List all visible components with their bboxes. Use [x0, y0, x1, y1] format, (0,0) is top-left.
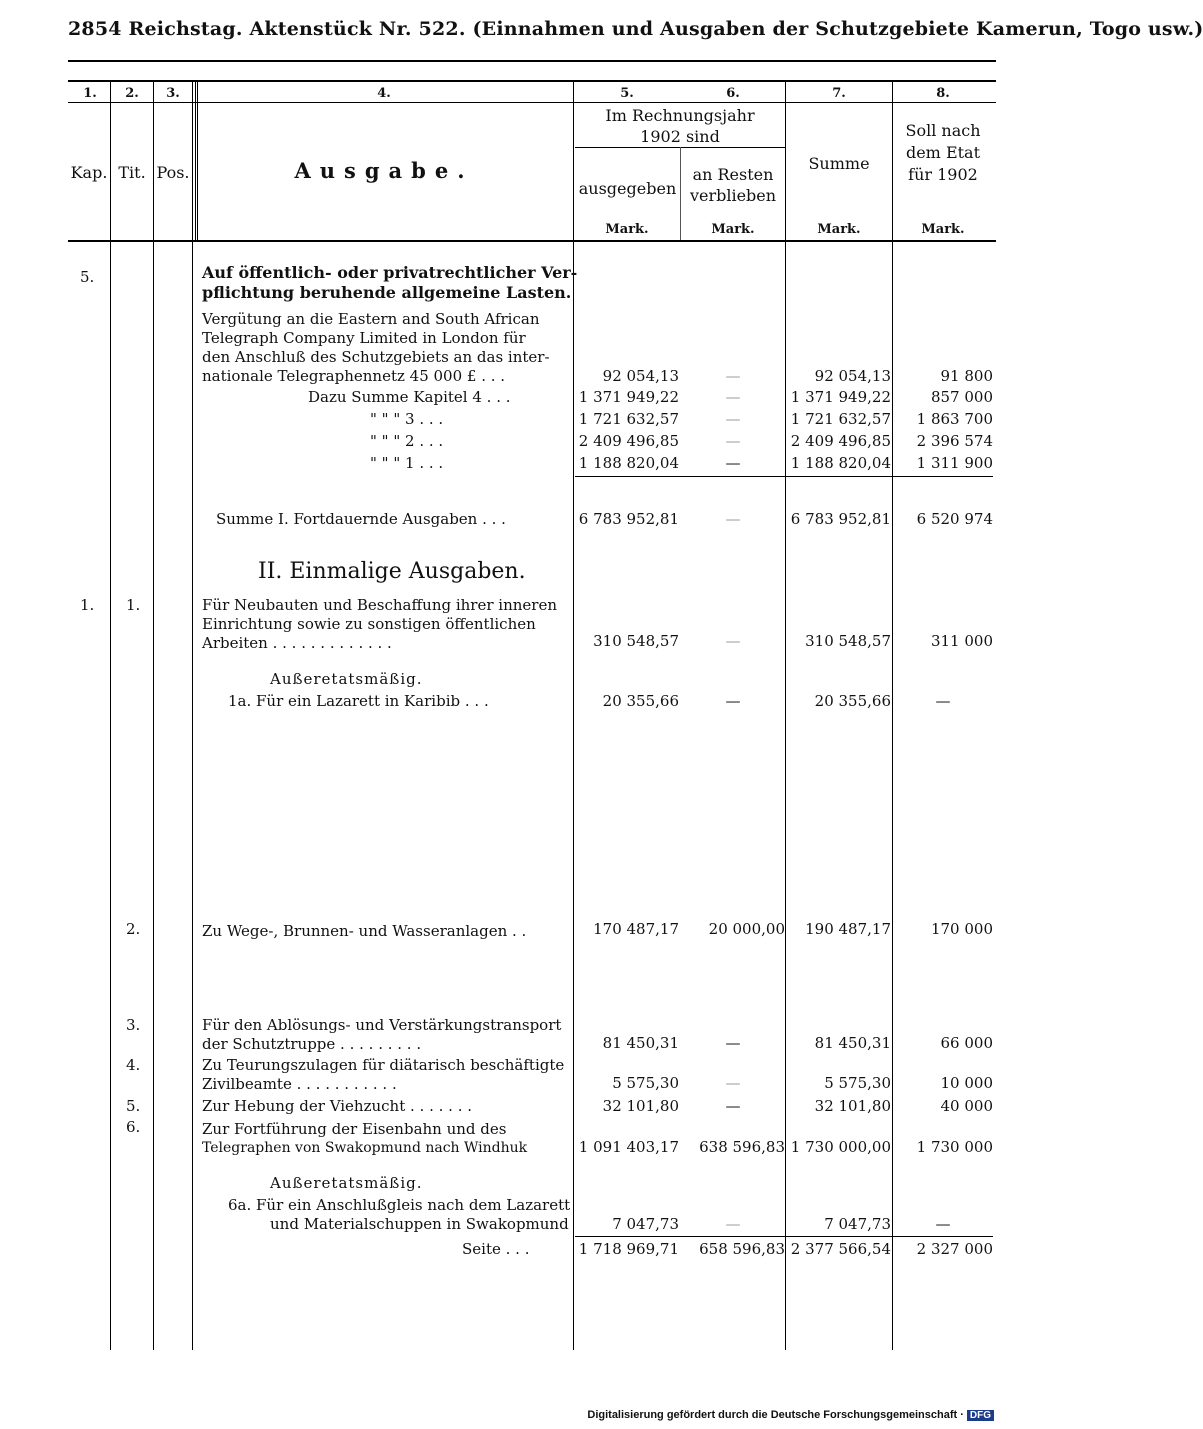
item-1a-c7: 20 355,66	[814, 692, 891, 710]
section-5-kap: 5.	[80, 268, 95, 286]
dazu-1-c8: 1 311 900	[916, 454, 993, 472]
dazu-2-c6: —	[725, 432, 741, 450]
dazu-2-label: " " " 2 . . .	[370, 432, 444, 450]
header-bottom-rule	[68, 240, 996, 242]
dazu-4-c6: —	[725, 388, 741, 406]
section-5-main-c5: 92 054,13	[602, 367, 679, 385]
digitization-footer	[587, 1409, 994, 1421]
item-3-line-1: Für den Ablösungs- und Verstärkungstransport	[202, 1016, 562, 1034]
dazu-4-label: Dazu Summe Kapitel 4 . . .	[308, 388, 511, 406]
item-6-c5: 1 091 403,17	[578, 1138, 679, 1156]
item-2-c8: 170 000	[930, 920, 993, 938]
item-5-c5: 32 101,80	[602, 1097, 679, 1115]
dazu-1-c5: 1 188 820,04	[578, 454, 679, 472]
header-tit: Tit.	[118, 163, 146, 182]
item-3-c5: 81 450,31	[602, 1034, 679, 1052]
header-ausgegeben: ausgegeben	[578, 179, 677, 198]
header-an-resten: an Resten verblieben	[689, 165, 777, 205]
summe-1-c7: 6 783 952,81	[790, 510, 891, 528]
col-number-5: 5.	[620, 86, 634, 101]
item-1a-c6: —	[725, 692, 741, 710]
item-2-c6: 20 000,00	[708, 920, 785, 938]
item-2-c7: 190 487,17	[805, 920, 891, 938]
dazu-1-c7: 1 188 820,04	[790, 454, 891, 472]
item-4-line-1: Zu Teurungszulagen für diätarisch beschäftigte	[202, 1056, 565, 1074]
section-5-heading-2: pflichtung beruhende allgemeine Lasten.	[202, 283, 572, 302]
item-6-c6: 638 596,83	[699, 1138, 785, 1156]
col-number-8: 8.	[936, 86, 950, 101]
summe-1-c6: —	[725, 510, 741, 528]
item-1-c8: 311 000	[930, 632, 993, 650]
col-divider-6	[785, 80, 786, 1350]
item-4-c7: 5 575,30	[824, 1074, 891, 1092]
item-5-tit: 5.	[126, 1097, 141, 1115]
footer-text: Digitalisierung gefördert durch die Deutsche Forschungsgemeinschaft ·	[587, 1409, 964, 1421]
col-number-1: 1.	[83, 86, 97, 101]
item-3-line-2: der Schutztruppe . . . . . . . . .	[202, 1035, 422, 1053]
item-4-c5: 5 575,30	[612, 1074, 679, 1092]
header-rule	[68, 60, 996, 62]
header-soll: Soll nach dem Etat für 1902	[905, 121, 981, 184]
section-5-heading-1: Auf öffentlich- oder privatrechtlicher Ver-	[202, 263, 578, 282]
item-1-kap: 1.	[80, 596, 95, 614]
item-6-tit: 6.	[126, 1118, 141, 1136]
seite-c5: 1 718 969,71	[578, 1240, 679, 1258]
summe-1-c8: 6 520 974	[916, 510, 993, 528]
item-3-c6: —	[725, 1034, 741, 1052]
col-divider-7	[892, 80, 893, 1350]
item-6a-c8: —	[935, 1215, 951, 1233]
col-number-4: 4.	[377, 86, 391, 101]
col-number-7: 7.	[832, 86, 846, 101]
dazu-3-c5: 1 721 632,57	[578, 410, 679, 428]
item-6-c7: 1 730 000,00	[790, 1138, 891, 1156]
dazu-2-c8: 2 396 574	[916, 432, 993, 450]
dazu-1-c6: —	[725, 454, 741, 472]
seite-c6: 658 596,83	[699, 1240, 785, 1258]
item-4-tit: 4.	[126, 1056, 141, 1074]
page-header: 2854 Reichstag. Aktenstück Nr. 522. (Einnahmen und Ausgaben der Schutzgebiete Kamerun, Togo usw.)	[68, 18, 1203, 40]
item-4-c6: —	[725, 1074, 741, 1092]
item-2-label: Zu Wege-, Brunnen- und Wasseranlagen . .	[202, 922, 527, 940]
dfg-logo: DFG	[967, 1410, 994, 1421]
section-5-main-c7: 92 054,13	[814, 367, 891, 385]
unit-col5: Mark.	[605, 222, 649, 237]
item-5-label: Zur Hebung der Viehzucht . . . . . . .	[202, 1097, 472, 1115]
section-5-desc-4: nationale Telegraphennetz 45 000 £ . . .	[202, 367, 506, 385]
seite-c8: 2 327 000	[916, 1240, 993, 1258]
unit-col6: Mark.	[711, 222, 755, 237]
section-5-main-c6: —	[725, 367, 741, 385]
item-1-tit: 1.	[126, 596, 141, 614]
summe-1-label: Summe I. Fortdauernde Ausgaben . . .	[216, 510, 506, 528]
item-3-c8: 66 000	[940, 1034, 993, 1052]
summe-1-c5: 6 783 952,81	[578, 510, 679, 528]
item-1-c7: 310 548,57	[805, 632, 891, 650]
col-number-2: 2.	[125, 86, 139, 101]
item-2-c5: 170 487,17	[593, 920, 679, 938]
item-1-line-3: Arbeiten . . . . . . . . . . . . .	[202, 634, 392, 652]
item-6-line-2: Telegraphen von Swakopmund nach Windhuk	[202, 1140, 528, 1156]
item-6-c8: 1 730 000	[916, 1138, 993, 1156]
dazu-2-c5: 2 409 496,85	[578, 432, 679, 450]
header-pos: Pos.	[156, 163, 190, 182]
dazu-3-c7: 1 721 632,57	[790, 410, 891, 428]
item-4-c8: 10 000	[940, 1074, 993, 1092]
col-divider-1	[110, 80, 111, 1350]
section-5-main-c8: 91 800	[940, 367, 993, 385]
dazu-3-label: " " " 3 . . .	[370, 410, 444, 428]
seite-label: Seite . . .	[462, 1240, 530, 1258]
seite-rule	[575, 1236, 993, 1237]
item-2-tit: 2.	[126, 920, 141, 938]
header-kap: Kap.	[70, 163, 108, 182]
item-4-line-2: Zivilbeamte . . . . . . . . . . .	[202, 1075, 397, 1093]
item-6a-line-1: 6a. Für ein Anschlußgleis nach dem Lazarett	[228, 1196, 571, 1214]
section-5-desc-2: Telegraph Company Limited in London für	[202, 329, 526, 347]
item-6a-c6: —	[725, 1215, 741, 1233]
item-5-c7: 32 101,80	[814, 1097, 891, 1115]
dazu-4-c5: 1 371 949,22	[578, 388, 679, 406]
seite-c7: 2 377 566,54	[790, 1240, 891, 1258]
header-ausgabe: Ausgabe.	[294, 158, 474, 183]
unit-col7: Mark.	[817, 222, 861, 237]
item-5-c8: 40 000	[940, 1097, 993, 1115]
col-divider-2	[153, 80, 154, 1350]
section-5-desc-1: Vergütung an die Eastern and South African	[202, 310, 540, 328]
item-1-line-2: Einrichtung sowie zu sonstigen öffentlichen	[202, 615, 536, 633]
item-3-c7: 81 450,31	[814, 1034, 891, 1052]
item-6a-c5: 7 047,73	[612, 1215, 679, 1233]
dazu-2-c7: 2 409 496,85	[790, 432, 891, 450]
item-1-line-1: Für Neubauten und Beschaffung ihrer inneren	[202, 596, 557, 614]
item-6a-c7: 7 047,73	[824, 1215, 891, 1233]
item-6a-line-2: und Materialschuppen in Swakopmund	[270, 1215, 569, 1233]
ausser-2-heading: Außeretatsmäßig.	[270, 1174, 423, 1192]
dazu-4-c7: 1 371 949,22	[790, 388, 891, 406]
col-number-3: 3.	[166, 86, 180, 101]
col-divider-3	[192, 80, 193, 1350]
dazu-3-c6: —	[725, 410, 741, 428]
item-1a-label: 1a. Für ein Lazarett in Karibib . . .	[228, 692, 489, 710]
ausser-1-heading: Außeretatsmäßig.	[270, 670, 423, 688]
dazu-4-c8: 857 000	[930, 388, 993, 406]
col-number-6: 6.	[726, 86, 740, 101]
item-6-line-1: Zur Fortführung der Eisenbahn und des	[202, 1120, 507, 1138]
dazu-1-label: " " " 1 . . .	[370, 454, 444, 472]
header-group-rechnungsjahr: Im Rechnungsjahr 1902 sind	[605, 106, 755, 146]
section-5-desc-3: den Anschluß des Schutzgebiets an das inter-	[202, 348, 550, 366]
header-summe: Summe	[808, 154, 870, 173]
unit-col8: Mark.	[921, 222, 965, 237]
section-2-title: II. Einmalige Ausgaben.	[258, 559, 526, 584]
item-5-c6: —	[725, 1097, 741, 1115]
item-1-c6: —	[725, 632, 741, 650]
summe-1-rule	[575, 476, 993, 477]
item-1a-c8: —	[935, 692, 951, 710]
dazu-3-c8: 1 863 700	[916, 410, 993, 428]
table-top-rule	[68, 80, 996, 82]
item-3-tit: 3.	[126, 1016, 141, 1034]
item-1a-c5: 20 355,66	[602, 692, 679, 710]
item-1-c5: 310 548,57	[593, 632, 679, 650]
